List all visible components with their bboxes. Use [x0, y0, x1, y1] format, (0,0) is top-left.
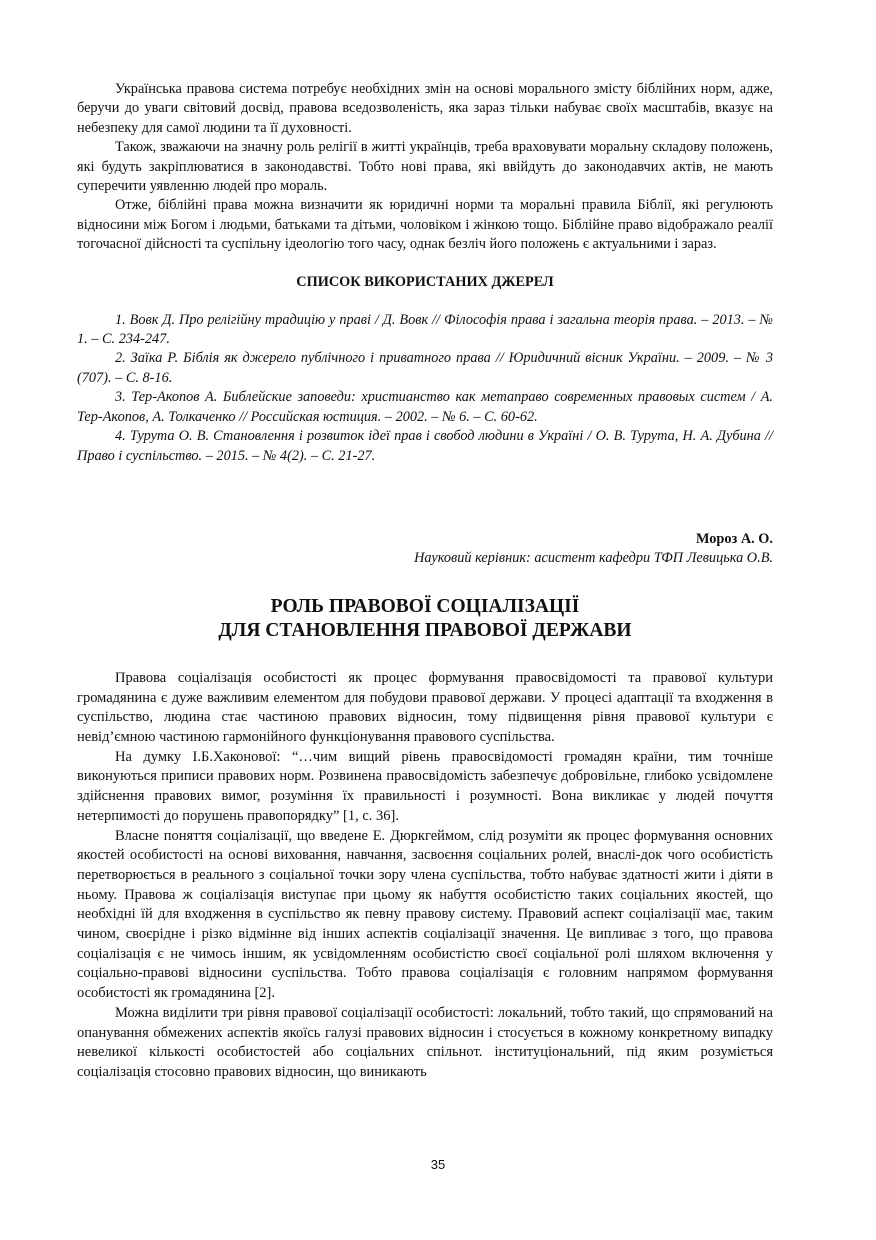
supervisor-line: Науковий керівник: асистент кафедри ТФП Левицька О.В.: [414, 549, 773, 566]
references-section: [77, 273, 773, 466]
article-title-line: РОЛЬ ПРАВОВОЇ СОЦІАЛІЗАЦІЇ: [270, 595, 580, 617]
page-number: 35: [430, 1157, 446, 1172]
intro-paragraph: Також, зважаючи на значну роль релігії в житті українців, треба враховувати моральну складову положень, які будуть закріплюватися в законодавстві. Тобто нові права, які ввійдуть до законодавчих актів, не мають суперечити уявленню людей про мораль.: [77, 139, 773, 195]
article-paragraph: Власне поняття соціалізації, що введене Е. Дюркгеймом, слід розуміти як процес формування основних якостей особистості на основі виховання, навчання, засвоєння соціальних ролей, внаслі-док чого особистість перетворюється в реального з соціальної точки зору члена суспільства, тобто набуває здатності жити і діяти в ньому. Правова ж соціалізація виступає при цьому як набуття особистістю таких соціальних якостей, що необхідні їй для входження в суспільство як певну правову систему. Правовий аспект соціалізації має, таким чином, своєрідне і різко відмінне від інших аспектів соціалізації значення. Це випливає з того, що правова соціалізація є не чимось іншим, як усвідомленням особистістю своєї соціальної ролі шляхом включення у соціально-правові відносини суспільства. Тобто правова соціалізація є головним напрямом формування особистості як громадянина [2].: [77, 827, 773, 1002]
author-block: [77, 530, 773, 568]
reference-item: 1. Вовк Д. Про релігійну традицію у праві / Д. Вовк // Філософія права і загальна теорія права. – 2013. – № 1. – С. 234-247.: [77, 311, 773, 348]
reference-item: 4. Турута О. В. Становлення і розвиток ідеї прав і свобод людини в Україні / О. В. Турута, Н. А. Дубина // Право і суспільство. – 2015. – № 4(2). – С. 21-27.: [77, 428, 773, 464]
article-section: [77, 530, 773, 1083]
article-paragraph: Правова соціалізація особистості як процес формування правосвідомості та правової культури громадянина є дуже важливим елементом для побудови правової держави. У процесі адаптації та входження в суспільство, людина стає частиною правових відносин, тому підвищення рівня правової культури є невід’ємною частиною гармонійного функціонування правового суспільства.: [77, 669, 773, 746]
article-paragraph: Можна виділити три рівня правової соціалізації особистості: локальний, тобто такий, що спрямований на опанування обмежених аспектів якоїсь галузі правових відносин і стосується в кожному конкретному випадку невеликої кількості особистостей або соціальних спільнот. інституціональний, під яким розуміється соціалізація стосовно правових відносин, що виникають: [77, 1004, 773, 1080]
author-name: Мороз А. О.: [695, 530, 773, 547]
intro-paragraph: Українська правова система потребує необхідних змін на основі морального змісту біблійних норм, адже, беручи до уваги світовий досвід, правова вседозволеність, яка зараз тільки набуває своїх масштабів, вказує на небезпеку для самої людини та її духовності.: [77, 81, 773, 136]
reference-item: 3. Тер-Акопов А. Библейские заповеди: христианство как метаправо современных правовых систем / А. Тер-Акопов, А. Толкаченко // Российская юстиция. – 2002. – № 6. – С. 60-62.: [77, 389, 773, 425]
intro-paragraph: Отже, біблійні права можна визначити як юридичні норми та моральні правила Біблії, які регулюють відносини між Богом і людьми, батьками та дітьми, чоловіком і жінкою тощо. Біблійне право відображало реалії тогочасної дійсності та суспільну ідеологію того часу, однак безліч його положень є актуальними і зараз.: [77, 197, 773, 253]
article-title: [77, 595, 773, 643]
article-title-line: ДЛЯ СТАНОВЛЕННЯ ПРАВОВОЇ ДЕРЖАВИ: [218, 619, 632, 641]
intro-section: [77, 80, 773, 255]
reference-item: 2. Заїка Р. Біблія як джерело публічного і приватного права // Юридичний вісник України. – 2009. – № 3 (707). – С. 8-16.: [77, 350, 773, 386]
article-paragraph: На думку І.Б.Хаконової: “…чим вищий рівень правосвідомості громадян країни, тим точніше виконуються приписи правових норм. Розвинена правосвідомість забезпечує добровільне, глибоко усвідомлене здійснення правових вимог, розуміння їх правильності і розумності. Вона викликає у людей почуття нетерпимості до порушень правопорядку” [1, с. 36].: [77, 748, 773, 824]
references-heading: СПИСОК ВИКОРИСТАНИХ ДЖЕРЕЛ: [296, 273, 554, 290]
document-page: [77, 80, 773, 1083]
